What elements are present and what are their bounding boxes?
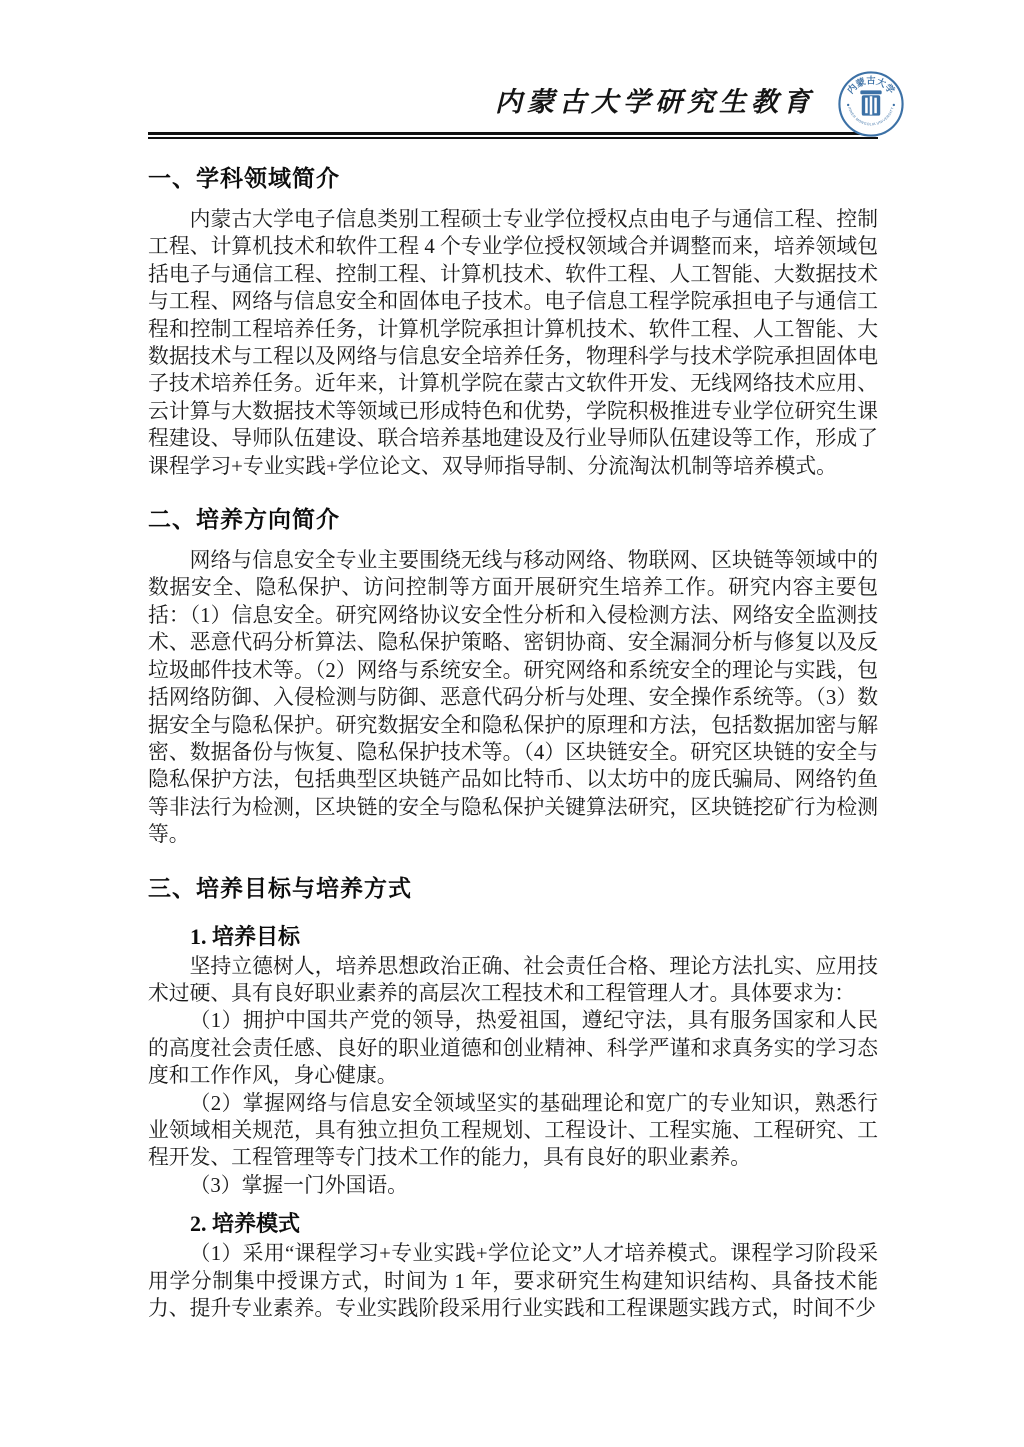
header-divider xyxy=(148,132,878,139)
mode-item-1-paragraph: （1）采用“课程学习+专业实践+学位论文”人才培养模式。课程学习阶段采用学分制集中授课方式，时间为 1 年，要求研究生构建知识结构、具备技术能力、提升专业素养。专业实践阶段采用行业实践和工程课题实践方式，时间不少 xyxy=(148,1242,878,1320)
section-discipline-overview xyxy=(148,165,878,480)
goal-item-1-paragraph: （1）拥护中国共产党的领导，热爱祖国，遵纪守法，具有服务国家和人民的高度社会责任感、良好的职业道德和创业精神、科学严谨和求真务实的学习态度和工作作风，身心健康。 xyxy=(148,1009,878,1088)
section-2-heading: 二、培养方向简介 xyxy=(148,506,340,533)
seal-gate-emblem xyxy=(860,90,881,115)
university-seal-icon xyxy=(837,70,905,138)
seal-top-text: 内蒙古大学 xyxy=(845,75,897,97)
seal-left-dot xyxy=(847,104,849,106)
page-header xyxy=(148,0,897,139)
goal-item-3-paragraph: （3）掌握一门外国语。 xyxy=(189,1173,408,1197)
subsection-mode-heading: 2. 培养模式 xyxy=(190,1211,301,1237)
goal-intro-paragraph: 坚持立德树人，培养思想政治正确、社会责任合格、理论方法扎实、应用技术过硬、具有良好职业素养的高层次工程技术和工程管理人才。具体要求为： xyxy=(148,954,878,1005)
masthead-title: 内蒙古大学研究生教育 xyxy=(495,87,815,118)
seal-right-dot xyxy=(893,104,895,106)
subsection-goal-heading: 1. 培养目标 xyxy=(190,923,301,949)
section-1-heading: 一、学科领域简介 xyxy=(148,165,340,191)
goal-item-2-paragraph: （2）掌握网络与信息安全领域坚实的基础理论和宽广的专业知识，熟悉行业领域相关规范，具有独立担负工程规划、工程设计、工程实施、工程研究、工程开发、工程管理等专门技术工作的能力，具有良好的职业素养。 xyxy=(148,1091,878,1170)
seal-bottom-text: INNER MONGOLIA UNIVERSITY xyxy=(847,106,895,127)
section-3-heading: 三、培养目标与培养方式 xyxy=(148,874,412,901)
section-training-goals xyxy=(148,875,878,1323)
section-1-paragraph: 内蒙古大学电子信息类别工程硕士专业学位授权点由电子与通信工程、控制工程、计算机技术和软件工程 4 个专业学位授权领域合并调整而来，培养领域包括电子与通信工程、控制工程、计算机技术、软件工程、人工智能、大数据技术与工程、网络与信息安全和固体电子技术。电子信息工程学院承担电子与通信工程和控制工程培养任务，计算机学院承担计算机技术、软件工程、人工智能、大数据技术与工程以及网络与信息安全培养任务，物理科学与技术学院承担固体电子技术培养任务。近年来，计算机学院在蒙古文软件开发、无线网络技术应用、云计算与大数据技术等领域已形成特色和优势，学院积极推进专业学位研究生课程建设、导师队伍建设、联合培养基地建设及行业导师队伍建设等工作，形成了课程学习+专业实践+学位论文、双导师指导制、分流淘汰机制等培养模式。 xyxy=(148,208,878,478)
section-training-directions xyxy=(148,506,878,848)
page-content xyxy=(148,0,897,1322)
section-2-paragraph: 网络与信息安全专业主要围绕无线与移动网络、物联网、区块链等领域中的数据安全、隐私保护、访问控制等方面开展研究生培养工作。研究内容主要包括：（1）信息安全。研究网络协议安全性分析和入侵检测方法、网络安全监测技术、恶意代码分析算法、隐私保护策略、密钥协商、安全漏洞分析与修复以及反垃圾邮件技术等。（2）网络与系统安全。研究网络和系统安全的理论与实践，包括网络防御、入侵检测与防御、恶意代码分析与处理、安全操作系统等。（3）数据安全与隐私保护。研究数据安全和隐私保护的原理和方法，包括数据加密与解密、数据备份与恢复、隐私保护技术等。（4）区块链安全。研究区块链的安全与隐私保护方法，包括典型区块链产品如比特币、以太坊中的庞氏骗局、网络钓鱼等非法行为检测，区块链的安全与隐私保护关键算法研究，区块链挖矿行为检测等。 xyxy=(148,549,878,847)
